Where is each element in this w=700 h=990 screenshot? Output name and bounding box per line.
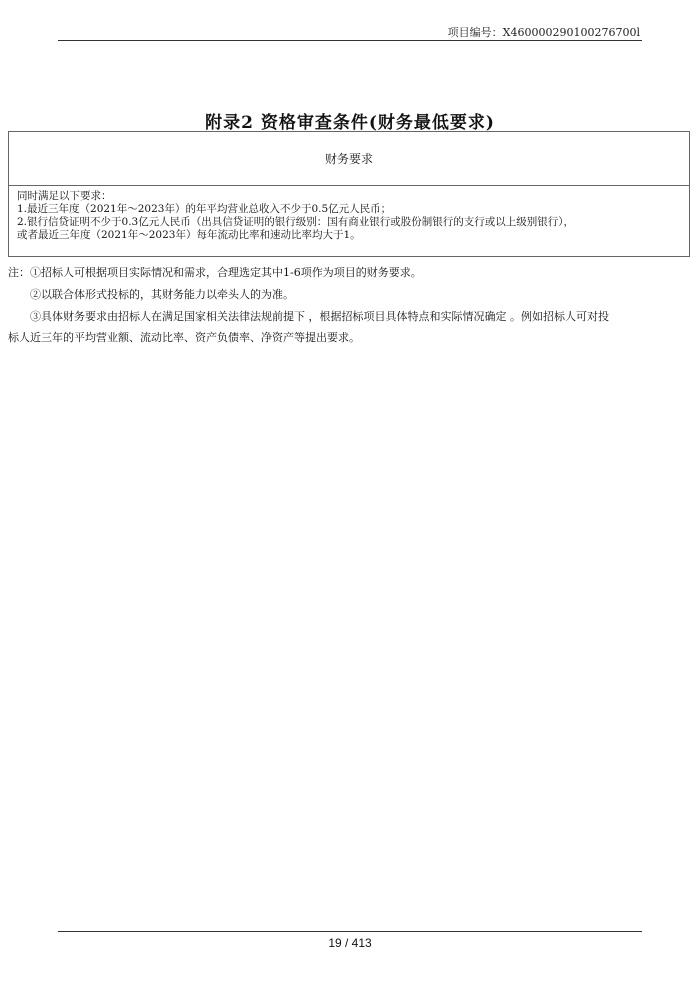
requirement-line: 或者最近三年度（2021年～2023年）每年流动比率和速动比率均大于1。	[17, 229, 361, 241]
requirement-line: 2.银行信贷证明不少于0.3亿元人民币（出具信贷证明的银行级别：国有商业银行或股份制银行的支行或以上级别银行），	[17, 216, 574, 228]
document-title: 附录2 资格审查条件(财务最低要求)	[205, 113, 495, 133]
financial-requirements-table	[8, 131, 690, 257]
note-1: 注：①招标人可根据项目实际情况和需求，合理选定其中1-6项作为项目的财务要求。	[8, 266, 422, 279]
note-3: ③具体财务要求由招标人在满足国家相关法律法规前提下 ，根据招标项目具体特点和实际情况确定 。例如招标人可对投	[30, 310, 609, 323]
header-divider	[58, 40, 642, 41]
footer-divider	[58, 931, 642, 932]
requirements-cell	[9, 186, 690, 257]
notes-section	[8, 262, 690, 349]
project-number: 项目编号：X460000290100276700l	[447, 26, 640, 39]
note-2: ②以联合体形式投标的，其财务能力以牵头人的为准。	[30, 288, 294, 301]
requirement-line: 同时满足以下要求：	[17, 190, 112, 202]
note-3-continued: 标人近三年的平均营业额、流动比率、资产负债率、净资产等提出要求。	[8, 331, 360, 344]
requirement-line: 1.最近三年度（2021年～2023年）的年平均营业总收入不少于0.5亿元人民币；	[17, 203, 392, 215]
table-heading: 财务要求	[9, 132, 690, 186]
page-number: 19 / 413	[328, 936, 372, 950]
